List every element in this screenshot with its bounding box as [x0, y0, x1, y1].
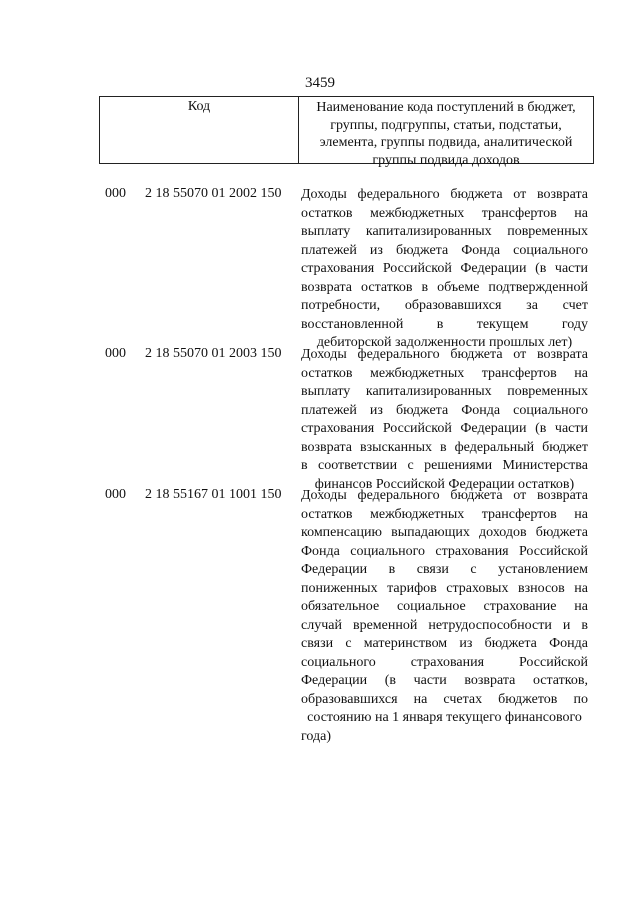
- description-line: [301, 297, 588, 316]
- description-word: текущем: [476, 316, 529, 332]
- description-line: [301, 439, 588, 458]
- description-line: [301, 487, 588, 506]
- description-word: остатков: [301, 365, 353, 381]
- description-word: социального: [301, 654, 376, 670]
- description-line: [301, 543, 588, 562]
- description-word: капитализированных: [365, 224, 492, 239]
- description-word: страхования: [435, 543, 509, 559]
- description-line: [301, 561, 588, 580]
- header-name-column: [299, 97, 593, 168]
- description-word: Российской: [382, 421, 452, 436]
- description-word: временной: [352, 617, 418, 633]
- description-word: взысканных: [360, 439, 432, 455]
- description-word: в: [301, 458, 308, 473]
- description-word: из: [459, 636, 473, 651]
- header-name-line: Наименование кода поступлений в бюджет,: [316, 100, 576, 115]
- description-line: [301, 420, 588, 439]
- description-word: (в: [384, 673, 397, 688]
- description-word: платежей: [301, 242, 357, 258]
- description-word: в: [581, 617, 588, 633]
- description-word: возврата: [301, 439, 353, 455]
- description-word: выплату: [301, 384, 351, 399]
- description-word: с: [407, 458, 414, 473]
- header-name-line: элемента, группы подвида, аналитической: [319, 135, 573, 150]
- description-word: Федерации: [460, 261, 527, 276]
- description-line: [301, 506, 588, 525]
- description-word: на: [574, 205, 588, 221]
- description-line: [301, 728, 588, 747]
- description-line: [301, 580, 588, 599]
- description-word: года): [301, 728, 331, 744]
- description-word: от: [513, 347, 527, 362]
- description-word: на: [574, 599, 588, 614]
- header-name-line: группы подвида доходов: [372, 152, 520, 168]
- description-line: [301, 223, 588, 242]
- description-word: бюджет: [542, 439, 588, 455]
- description-word: Российской: [518, 543, 588, 559]
- description-word: платежей: [301, 402, 357, 418]
- description-word: остатков: [301, 205, 353, 221]
- description-word: возврата: [536, 347, 588, 362]
- description-word: компенсацию: [301, 525, 382, 540]
- description-word: в: [421, 279, 429, 295]
- description-word: социального: [350, 543, 426, 559]
- description-word: возврата: [536, 187, 588, 202]
- description-line: [301, 346, 588, 365]
- description-word: Российской: [518, 654, 588, 670]
- description-word: тарифов: [387, 580, 437, 596]
- header-code-column: Код: [100, 97, 299, 163]
- description-line: [301, 186, 588, 205]
- description-word: социальное: [396, 599, 466, 614]
- description-word: Доходы: [301, 347, 347, 362]
- description-word: обязательное: [301, 599, 380, 614]
- description-word: на: [574, 506, 588, 522]
- description-line: [301, 691, 588, 710]
- description-word: из: [369, 242, 383, 258]
- description-word: страхования: [301, 261, 375, 276]
- description-word: бюджета: [450, 187, 503, 202]
- description-word: с: [345, 636, 352, 651]
- description-word: трансфертов: [481, 506, 557, 522]
- description-word: Федерации: [301, 673, 368, 688]
- description-word: социального: [513, 242, 588, 258]
- description-word: повременных: [507, 384, 588, 399]
- description-word: образовавшихся: [404, 298, 502, 313]
- description-line: [301, 672, 588, 691]
- description-word: дебиторской задолженности прошлых лет): [316, 335, 573, 350]
- description-word: возврата: [464, 673, 516, 688]
- description-word: подтвержденной: [488, 279, 588, 295]
- description-word: Доходы: [301, 187, 347, 202]
- description-word: бюджета: [484, 636, 537, 651]
- revenue-code: 2 18 55167 01 1001 150: [145, 487, 282, 502]
- description-word: бюджета: [450, 347, 503, 362]
- description-word: страхование: [483, 599, 557, 614]
- revenue-description: [301, 346, 588, 494]
- description-word: счетах: [443, 691, 483, 707]
- page-number: 3459: [305, 75, 335, 91]
- admin-code: 000: [105, 487, 126, 502]
- description-word: остатков,: [532, 673, 588, 688]
- description-line: [301, 260, 588, 279]
- description-word: (в: [535, 421, 547, 436]
- description-word: страховых: [446, 580, 509, 596]
- description-word: выпадающих: [391, 525, 470, 540]
- description-word: на: [574, 365, 588, 381]
- description-word: федерального: [357, 187, 440, 202]
- description-word: капитализированных: [365, 384, 492, 399]
- revenue-code: 2 18 55070 01 2002 150: [145, 186, 282, 201]
- description-word: трансфертов: [481, 205, 557, 221]
- description-line: [301, 709, 588, 728]
- description-line: [301, 242, 588, 261]
- description-word: нетрудоспособности: [428, 617, 552, 633]
- description-word: решениями: [424, 458, 493, 473]
- description-line: [301, 598, 588, 617]
- description-word: состоянию на 1 января текущего финансового: [307, 710, 582, 725]
- description-word: возврата: [536, 488, 588, 503]
- description-word: бюджетов: [498, 691, 558, 707]
- description-line: [301, 316, 588, 335]
- description-word: связи: [416, 562, 449, 577]
- description-word: бюджета: [395, 402, 449, 418]
- description-word: повременных: [507, 224, 588, 239]
- description-line: [301, 617, 588, 636]
- description-line: [301, 524, 588, 543]
- description-word: взносов: [517, 580, 565, 596]
- description-word: по: [573, 691, 588, 707]
- description-line: [301, 205, 588, 224]
- description-word: связи: [301, 636, 334, 651]
- description-word: Российской: [382, 261, 452, 276]
- header-name-line: группы, подгруппы, статьи, подстатьи,: [330, 117, 562, 133]
- description-word: доходов: [479, 525, 527, 540]
- description-word: и: [562, 617, 571, 633]
- description-word: от: [513, 187, 527, 202]
- description-line: [301, 279, 588, 298]
- description-word: Фонда: [461, 402, 501, 418]
- description-word: Фонда: [549, 636, 588, 651]
- description-word: межбюджетных: [370, 205, 465, 221]
- description-word: федерального: [357, 347, 440, 362]
- revenue-code: 2 18 55070 01 2003 150: [145, 346, 282, 361]
- description-word: материнством: [363, 636, 448, 651]
- description-word: федеральный: [454, 439, 535, 455]
- description-word: на: [413, 691, 428, 707]
- description-word: страхования: [410, 654, 485, 670]
- description-word: из: [369, 402, 383, 418]
- description-word: за: [526, 298, 538, 313]
- description-word: межбюджетных: [370, 506, 465, 522]
- description-word: объеме: [437, 279, 480, 295]
- description-word: соответствии: [318, 458, 398, 473]
- description-word: от: [513, 488, 527, 503]
- description-word: федерального: [357, 488, 440, 503]
- description-word: бюджета: [395, 242, 449, 258]
- description-word: на: [574, 580, 588, 596]
- description-word: части: [413, 673, 447, 688]
- description-word: Министерства: [502, 458, 588, 473]
- admin-code: 000: [105, 186, 126, 201]
- description-word: бюджета: [450, 488, 503, 503]
- description-word: части: [554, 261, 588, 276]
- description-line: [301, 635, 588, 654]
- admin-code: 000: [105, 346, 126, 361]
- description-word: случай: [301, 617, 342, 633]
- description-word: межбюджетных: [370, 365, 465, 381]
- description-word: образовавшихся: [301, 691, 398, 707]
- description-word: выплату: [301, 224, 351, 239]
- description-word: пониженных: [301, 580, 378, 596]
- description-word: возврата: [301, 279, 353, 295]
- description-line: [301, 457, 588, 476]
- description-line: [301, 383, 588, 402]
- description-word: году: [561, 316, 588, 332]
- description-word: счет: [562, 298, 588, 313]
- description-word: в: [436, 316, 444, 332]
- description-word: социального: [513, 402, 588, 418]
- description-word: остатков: [301, 506, 353, 522]
- revenue-description: [301, 487, 588, 746]
- description-word: в: [439, 439, 447, 455]
- description-word: страхования: [301, 421, 375, 436]
- description-word: бюджета: [535, 525, 588, 540]
- description-word: Фонда: [301, 543, 340, 559]
- description-word: остатков: [361, 279, 413, 295]
- description-word: (в: [535, 261, 547, 276]
- description-line: [301, 402, 588, 421]
- description-word: Федерации: [301, 562, 368, 577]
- description-word: части: [554, 421, 588, 436]
- description-word: финансов Российской Федерации остатков): [314, 476, 575, 492]
- description-line: [301, 654, 588, 673]
- description-word: установлением: [498, 562, 588, 577]
- description-word: трансфертов: [481, 365, 557, 381]
- description-word: Федерации: [460, 421, 527, 436]
- description-word: Доходы: [301, 488, 347, 503]
- description-word: Фонда: [461, 242, 501, 258]
- description-line: [301, 365, 588, 384]
- description-word: восстановленной: [301, 316, 404, 332]
- description-word: с: [470, 562, 477, 577]
- description-word: в: [388, 562, 396, 577]
- description-word: потребности,: [301, 298, 381, 313]
- revenue-description: [301, 186, 588, 353]
- table-header: [99, 96, 594, 168]
